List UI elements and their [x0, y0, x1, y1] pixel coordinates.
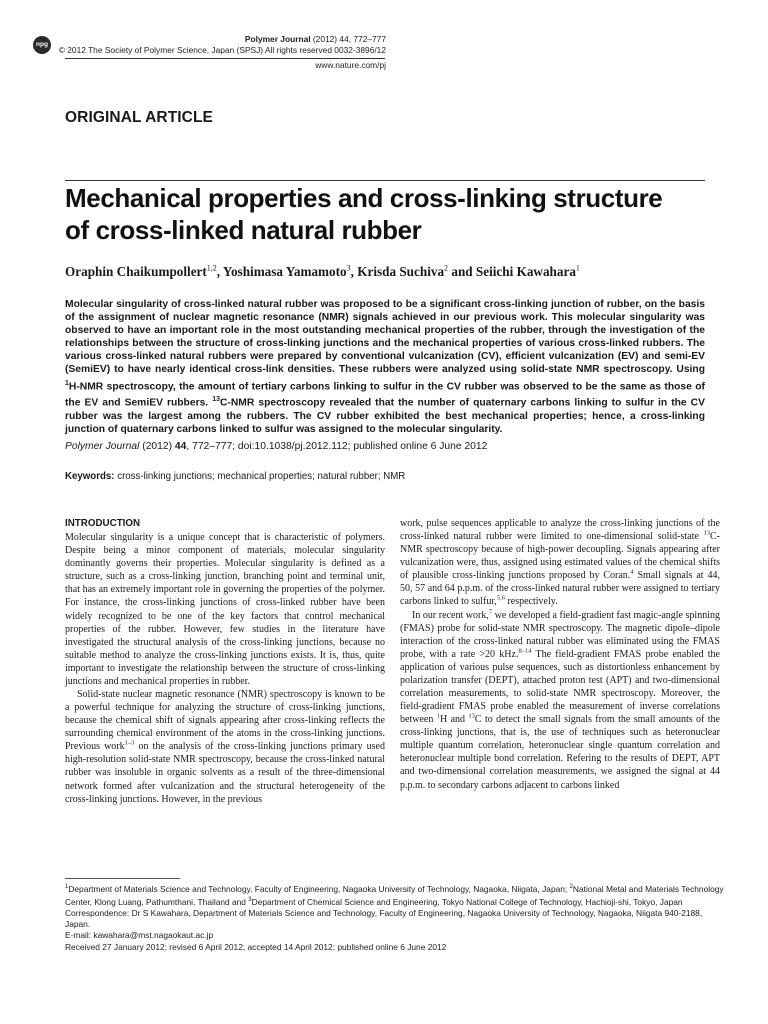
body-column-right: [400, 517, 720, 792]
journal-volume-pages: (2012) 44, 772–777: [310, 34, 386, 44]
journal-citation-header: [245, 34, 386, 44]
journal-url[interactable]: www.nature.com/pj: [315, 60, 386, 70]
reference-superscript[interactable]: 8–14: [518, 647, 532, 655]
paragraph: In our recent work,$^7$ we developed a field-gradient fast magic-angle spinning (FMAS) probe for solid-state NMR spectroscopy. The magnetic dipole–dipole interaction of the cross-linked natural rubber was eliminated using the FMAS probe, with a rate >20 kHz.$^{8-14}$ The field-gradient FMAS probe enabled the application of various pulse sequences, such as distortionless enhancement by polarization transfer (DEPT), attached proton test (APT) and two-dimensional correlation measurements, to solid-state NMR spectroscopy. Moreover, the field-gradient FMAS probe enabled the measurement of inverse correlations between $^1$H and $^{13}$C to detect the small signals from the small amounts of the cross-linking junctions, that is, the use of techniques such as heteronuclear multiple quantum correlation, heteronuclear single quantum correlation and heteronuclear multiple bond correlation. Refering to the results of DEPT, APT and two-dimensional correlation measurements, we assigned the signal at 44 p.p.m. to secondary carbons adjacent to carbons linked: [400, 608, 720, 791]
paragraph: Molecular singularity is a unique concept that is characteristic of polymers. Despite being a minor component of materials, molecular singularity dominantly governs their properties. Molecular singularity is defined as a structure, such as a cross-linking junction, branching point and terminal unit, that has an extremely important role in governing the properties of the polymer. For instance, the cross-linking junctions of cross-linked rubber have been widely recognized to be one of the key factors that control mechanical properties of the rubber. However, few studies in the literature have investigated the structural analysis of the cross-linking junctions, because no suitable method to analyze the cross-linking junctions exists. It is, thus, quite important to investigate the relationship between the structure of cross-linking junctions and mechanical properties in rubber.: [65, 532, 385, 687]
affiliations: $^1$Department of Materials Science and Technology, Faculty of Engineering, Nagaoka University of Technology, Nagaoka, Niigata, Japan; $^2$National Metal and Materials Technology Center, Klong Luang, Pathumthani, Thailand and $^3$Department of Chemical Science and Engineering, Tokyo National College of Technology, Hachioji-shi, Tokyo, Japan: [65, 883, 724, 907]
reference-superscript[interactable]: 1–3: [124, 740, 135, 747]
npg-logo: npg: [33, 36, 51, 54]
article-title: [65, 182, 715, 246]
header-rule: [65, 58, 385, 59]
reference-superscript[interactable]: 7: [488, 608, 493, 616]
body-column-left: [65, 517, 385, 806]
title-rule: [65, 180, 705, 181]
reference-superscript[interactable]: 4: [630, 568, 634, 576]
footnotes: [65, 882, 725, 953]
section-heading-introduction: INTRODUCTION: [65, 518, 141, 529]
correspondence: Correspondence: Dr S Kawahara, Department of Materials Science and Technology, Faculty of Engineering, Nagaoka University of Technology, Nagaoka, Niigata 940-2188, Japan.: [65, 908, 703, 930]
keywords: [65, 471, 405, 482]
title-line-2: of cross-linked natural rubber: [65, 215, 422, 245]
author: Seiichi Kawahara$^1$: [475, 264, 580, 280]
keywords-text: cross-linking junctions; mechanical properties; natural rubber; NMR: [114, 471, 406, 482]
section-label: ORIGINAL ARTICLE: [65, 109, 213, 126]
author: Oraphin Chaikumpollert$^{1,2}$,: [65, 264, 223, 280]
journal-name: Polymer Journal: [244, 34, 311, 44]
paragraph: Solid-state nuclear magnetic resonance (NMR) spectroscopy is known to be a powerful technique for analyzing the structure of cross-linking junctions, because the chemical shift of signals appearing after cross-linking reflects the surrounding chemical environment of the atoms in the cross-linking junctions. Previous work$^{1-3}$ on the analysis of the cross-linking junctions primary used high-resolution solid-state NMR spectroscopy, because the cross-linked natural rubber was insoluble in organic solvents as a result of the three-dimensional network formed after vulcanization and the structural heterogeneity of the cross-linking junctions. However, in the previous: [65, 689, 385, 805]
article-citation: Polymer Journal (2012) 44, 772–777; doi:10.1038/pj.2012.112; published online 6 June 2012: [65, 441, 488, 452]
title-line-1: Mechanical properties and cross-linking structure: [65, 183, 663, 213]
abstract: Molecular singularity of cross-linked natural rubber was proposed to be a significant cross-linking junction of rubber, on the basis of the assignment of nuclear magnetic resonance (NMR) signals achieved in our previous work. This molecular singularity was observed to have an important role in the most outstanding mechanical properties of the rubber, through the investigation of the relationships between the structure of cross-linking junctions and the mechanical properties of various cross-linked rubbers. The various cross-linked natural rubbers were prepared by conventional vulcanization (CV), efficient vulcanization (EV) and semi-EV (SemiEV) to have nearly identical cross-link densities. These rubbers were analyzed using solid-state NMR spectroscopy. Using $^1$H-NMR spectroscopy, the amount of tertiary carbons linking to sulfur in the CV rubber was observed to be the same as those of the EV and SemiEV rubbers. $^{13}$C-NMR spectroscopy revealed that the number of quaternary carbons linking to sulfur in the CV rubber was the largest among the rubbers. The CV rubber exhibited the best mechanical properties; hence, a cross-linking junction of quaternary carbons linked to sulfur was assigned to the molecular singularity.: [65, 299, 705, 435]
received-dates: Received 27 January 2012; revised 6 April 2012; accepted 14 April 2012; published online 6 June 2012: [65, 941, 447, 952]
reference-superscript[interactable]: 5,6: [496, 595, 505, 603]
author-list: [65, 264, 580, 280]
paragraph: work, pulse sequences applicable to analyze the cross-linking junctions of the cross-linked natural rubber were limited to one-dimensional solid-state $^{13}$C-NMR spectroscopy because of high-power decoupling. Signals appearing after vulcanization were, thus, assigned using estimated values of the chemical shifts of plausible cross-linking junctions proposed by Coran.$^4$ Small signals at 44, 50, 57 and 64 p.p.m. of the cross-linked natural rubber were assigned to tertiary carbons linked to sulfur,$^{5,6}$ respectively.: [400, 518, 720, 608]
copyright-line: © 2012 The Society of Polymer Science, Japan (SPSJ) All rights reserved 0032-3896/12: [58, 45, 386, 55]
author: Krisda Suchiva$^2$ and: [357, 264, 476, 280]
footnote-rule: [65, 878, 180, 879]
keywords-label: Keywords:: [65, 471, 115, 482]
email[interactable]: E-mail: kawahara@mst.nagaokaut.ac.jp: [65, 930, 214, 941]
author: Yoshimasa Yamamoto$^3$,: [222, 264, 358, 280]
